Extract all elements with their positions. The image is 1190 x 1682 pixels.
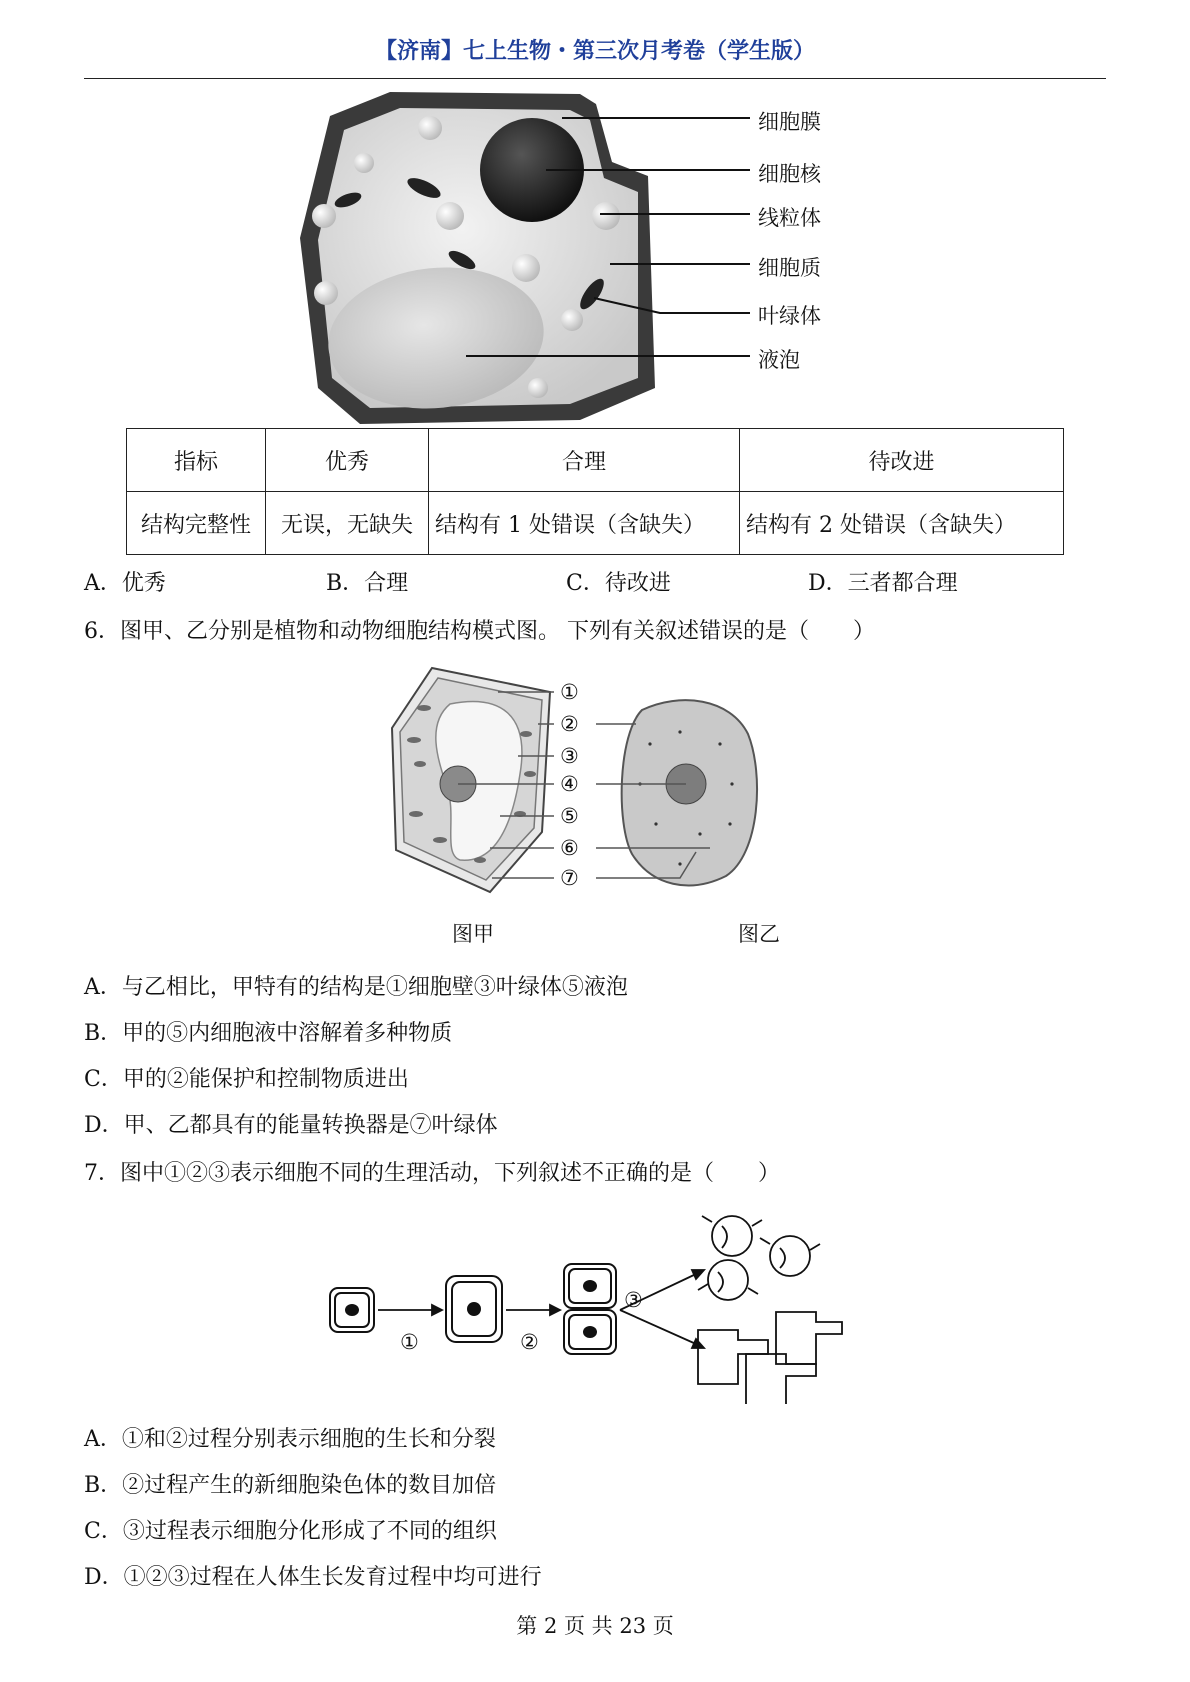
q6-marker-2: ② <box>560 712 579 736</box>
q6-marker-7: ⑦ <box>560 866 579 890</box>
q7-option-c: C．③过程表示细胞分化形成了不同的组织 <box>84 1519 497 1544</box>
page-header-title: 【济南】七上生物・第三次月考卷（学生版） <box>374 39 815 64</box>
animal-cell-diagram <box>622 700 757 885</box>
q5-option-a: A．优秀 <box>84 571 166 596</box>
q7-stem: 7．图中①②③表示细胞不同的生理活动，下列叙述不正确的是（ ） <box>84 1161 780 1186</box>
label-chloroplast: 叶绿体 <box>758 304 821 328</box>
q6-marker-6: ⑥ <box>560 836 579 860</box>
q6-caption-plant: 图甲 <box>452 922 494 946</box>
q7-option-b: B．②过程产生的新细胞染色体的数目加倍 <box>84 1473 497 1498</box>
label-cytoplasm: 细胞质 <box>758 256 821 280</box>
q6-marker-4: ④ <box>560 772 579 796</box>
label-vacuole: 液泡 <box>758 348 800 372</box>
rubric-cell: 结构有 1 处错误（含缺失） <box>429 492 740 555</box>
q5-option-b: B．合理 <box>326 571 409 596</box>
rubric-header-cell: 待改进 <box>740 429 1064 492</box>
q6-option-a: A．与乙相比，甲特有的结构是①细胞壁③叶绿体⑤液泡 <box>84 975 628 1000</box>
rubric-cell: 结构有 2 处错误（含缺失） <box>740 492 1064 555</box>
q6-cell-diagrams <box>380 664 820 904</box>
rubric-header-cell: 合理 <box>429 429 740 492</box>
plant-cell-diagram <box>392 668 550 892</box>
rubric-header-cell: 指标 <box>127 429 266 492</box>
q6-option-c: C．甲的②能保护和控制物质进出 <box>84 1067 409 1092</box>
q6-marker-5: ⑤ <box>560 804 579 828</box>
rubric-header-cell: 优秀 <box>266 429 429 492</box>
header-divider <box>84 78 1106 79</box>
rubric-table <box>126 428 1064 555</box>
differentiated-blood-cells <box>698 1216 820 1300</box>
label-cell-membrane: 细胞膜 <box>758 110 821 134</box>
q6-stem: 6．图甲、乙分别是植物和动物细胞结构模式图。 下列有关叙述错误的是（ ） <box>84 619 875 644</box>
rubric-cell: 无误，无缺失 <box>266 492 429 555</box>
differentiated-nerve-like-cells <box>698 1312 842 1404</box>
q7-option-d: D．①②③过程在人体生长发育过程中均可进行 <box>84 1565 542 1590</box>
q6-option-b: B．甲的⑤内细胞液中溶解着多种物质 <box>84 1021 453 1046</box>
q5-option-c: C．待改进 <box>566 571 671 596</box>
q5-option-d: D．三者都合理 <box>808 571 958 596</box>
q7-option-a: A．①和②过程分别表示细胞的生长和分裂 <box>84 1427 496 1452</box>
rubric-data-row <box>127 492 1064 555</box>
label-nucleus: 细胞核 <box>758 162 821 186</box>
page-number-footer: 第 2 页 共 23 页 <box>516 1614 674 1638</box>
rubric-header-row <box>127 429 1064 492</box>
q7-step-1: ① <box>400 1330 419 1354</box>
q7-step-2: ② <box>520 1330 539 1354</box>
label-mitochondria: 线粒体 <box>758 206 821 230</box>
q7-process-diagram <box>326 1204 866 1404</box>
q6-marker-1: ① <box>560 680 579 704</box>
q6-marker-3: ③ <box>560 744 579 768</box>
q6-caption-animal: 图乙 <box>738 922 780 946</box>
q7-step-3: ③ <box>624 1288 643 1312</box>
rubric-cell: 结构完整性 <box>127 492 266 555</box>
q6-option-d: D．甲、乙都具有的能量转换器是⑦叶绿体 <box>84 1113 498 1138</box>
